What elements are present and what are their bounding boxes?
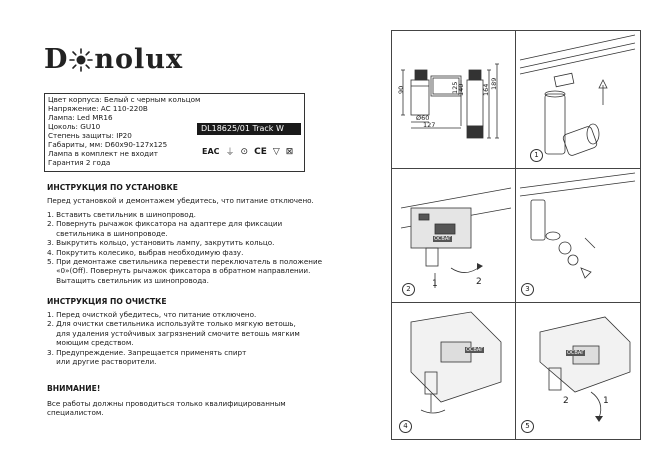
step-number-1: 1 (530, 149, 543, 162)
class-icon: ⊙ (240, 146, 249, 157)
weee-icon: ⊠ (285, 146, 294, 157)
step2-drawing (391, 168, 515, 302)
cleaning-step: для удаления устойчивых загрязнений смочите ветошь мягким (47, 328, 300, 338)
dim-164: 164 (482, 83, 490, 96)
step-number-4: 4 (399, 420, 412, 433)
dim-125: 125 (451, 81, 459, 94)
adapter-label: ОСВАГ (567, 350, 585, 356)
arrow-label-1: 1 (603, 396, 609, 406)
step4-drawing (391, 302, 515, 438)
step3-drawing (515, 168, 640, 302)
step1-drawing (515, 30, 640, 168)
spec-line: Гарантия 2 года (48, 158, 111, 167)
spec-line: Габариты, мм: D60x90-127x125 (48, 140, 168, 149)
triangle-icon: ▽ (272, 146, 280, 157)
step5-drawing (515, 302, 640, 438)
brand-logo (44, 44, 183, 75)
spec-line: Лампа: Led MR16 (48, 113, 113, 122)
install-step: 3. Выкрутить кольцо, установить лампу, закрутить кольцо. (47, 238, 275, 248)
install-step: «0»(Off). Повернуть рычажок фиксатора в обратном направлении. (47, 266, 311, 276)
dim-189: 189 (490, 77, 498, 90)
specs-list (48, 95, 200, 167)
cleaning-title: ИНСТРУКЦИЯ ПО ОЧИСТКЕ (47, 297, 167, 306)
cleaning-steps (47, 310, 300, 366)
install-step: 4. Покрутить колесико, выбрав необходимую фазу. (47, 247, 244, 257)
arrow-label-2: 2 (563, 396, 569, 406)
arrow-label-1: 1 (432, 279, 438, 289)
spec-line: Цоколь: GU10 (48, 122, 101, 131)
warning-title: ВНИМАНИЕ! (47, 384, 101, 393)
cleaning-step: 2. Для очистки светильника используйте только мягкую ветошь, (47, 319, 296, 329)
spec-line: Степень защиты: IP20 (48, 131, 132, 140)
cleaning-step: или другие растворители. (47, 357, 157, 367)
dimension-drawing (391, 30, 515, 168)
ground-icon: ⏚ (225, 148, 235, 158)
model-label: DL18625/01 Track W (197, 123, 301, 135)
step-number-5: 5 (521, 420, 534, 433)
install-steps (47, 210, 322, 285)
logo-text: nolux (94, 44, 184, 75)
step-number-3: 3 (521, 283, 534, 296)
dim-d60: Ø60 (416, 114, 430, 122)
spec-line: Лампа в комплект не входит (48, 149, 158, 158)
warning-line: Все работы должны проводиться только квалифицированным (47, 399, 286, 408)
install-step: светильника в шинопроводе. (47, 228, 168, 238)
install-step: 5. При демонтаже светильника перевести переключатель в положение (47, 257, 323, 267)
logo-letter-d: D (44, 44, 69, 75)
certification-marks (202, 145, 293, 158)
eac-icon: EAC (202, 147, 220, 156)
cleaning-step: 3. Предупреждение. Запрещается применять спирт (47, 347, 247, 357)
ce-icon: CE (254, 146, 267, 157)
warning-text (47, 399, 286, 418)
arrow-label-2: 2 (476, 277, 482, 287)
dim-127: 127 (423, 121, 436, 129)
step-number-2: 2 (402, 283, 415, 296)
spec-line: Цвет корпуса: Белый с черным кольцом (48, 95, 201, 104)
sun-icon (69, 48, 93, 72)
adapter-label: ОСВАГ (434, 236, 452, 242)
install-step: 1. Вставить светильник в шинопровод. (47, 210, 196, 219)
warning-line: специалистом. (47, 408, 104, 418)
dim-140: 140 (457, 83, 465, 96)
cleaning-step: моющим средством. (47, 338, 134, 348)
dim-90: 90 (397, 85, 405, 94)
install-step: Вытащить светильник из шинопровода. (47, 275, 209, 285)
install-intro: Перед установкой и демонтажем убедитесь, что питание отключено. (47, 196, 314, 205)
adapter-label: ОСВАГ (466, 347, 484, 353)
cleaning-step: 1. Перед очисткой убедитесь, что питание отключено. (47, 310, 257, 319)
install-title: ИНСТРУКЦИЯ ПО УСТАНОВКЕ (47, 183, 178, 192)
spec-line: Напряжение: AC 110-220В (48, 104, 148, 113)
install-step: 2. Повернуть рычажок фиксатора на адаптере для фиксации (47, 219, 283, 229)
